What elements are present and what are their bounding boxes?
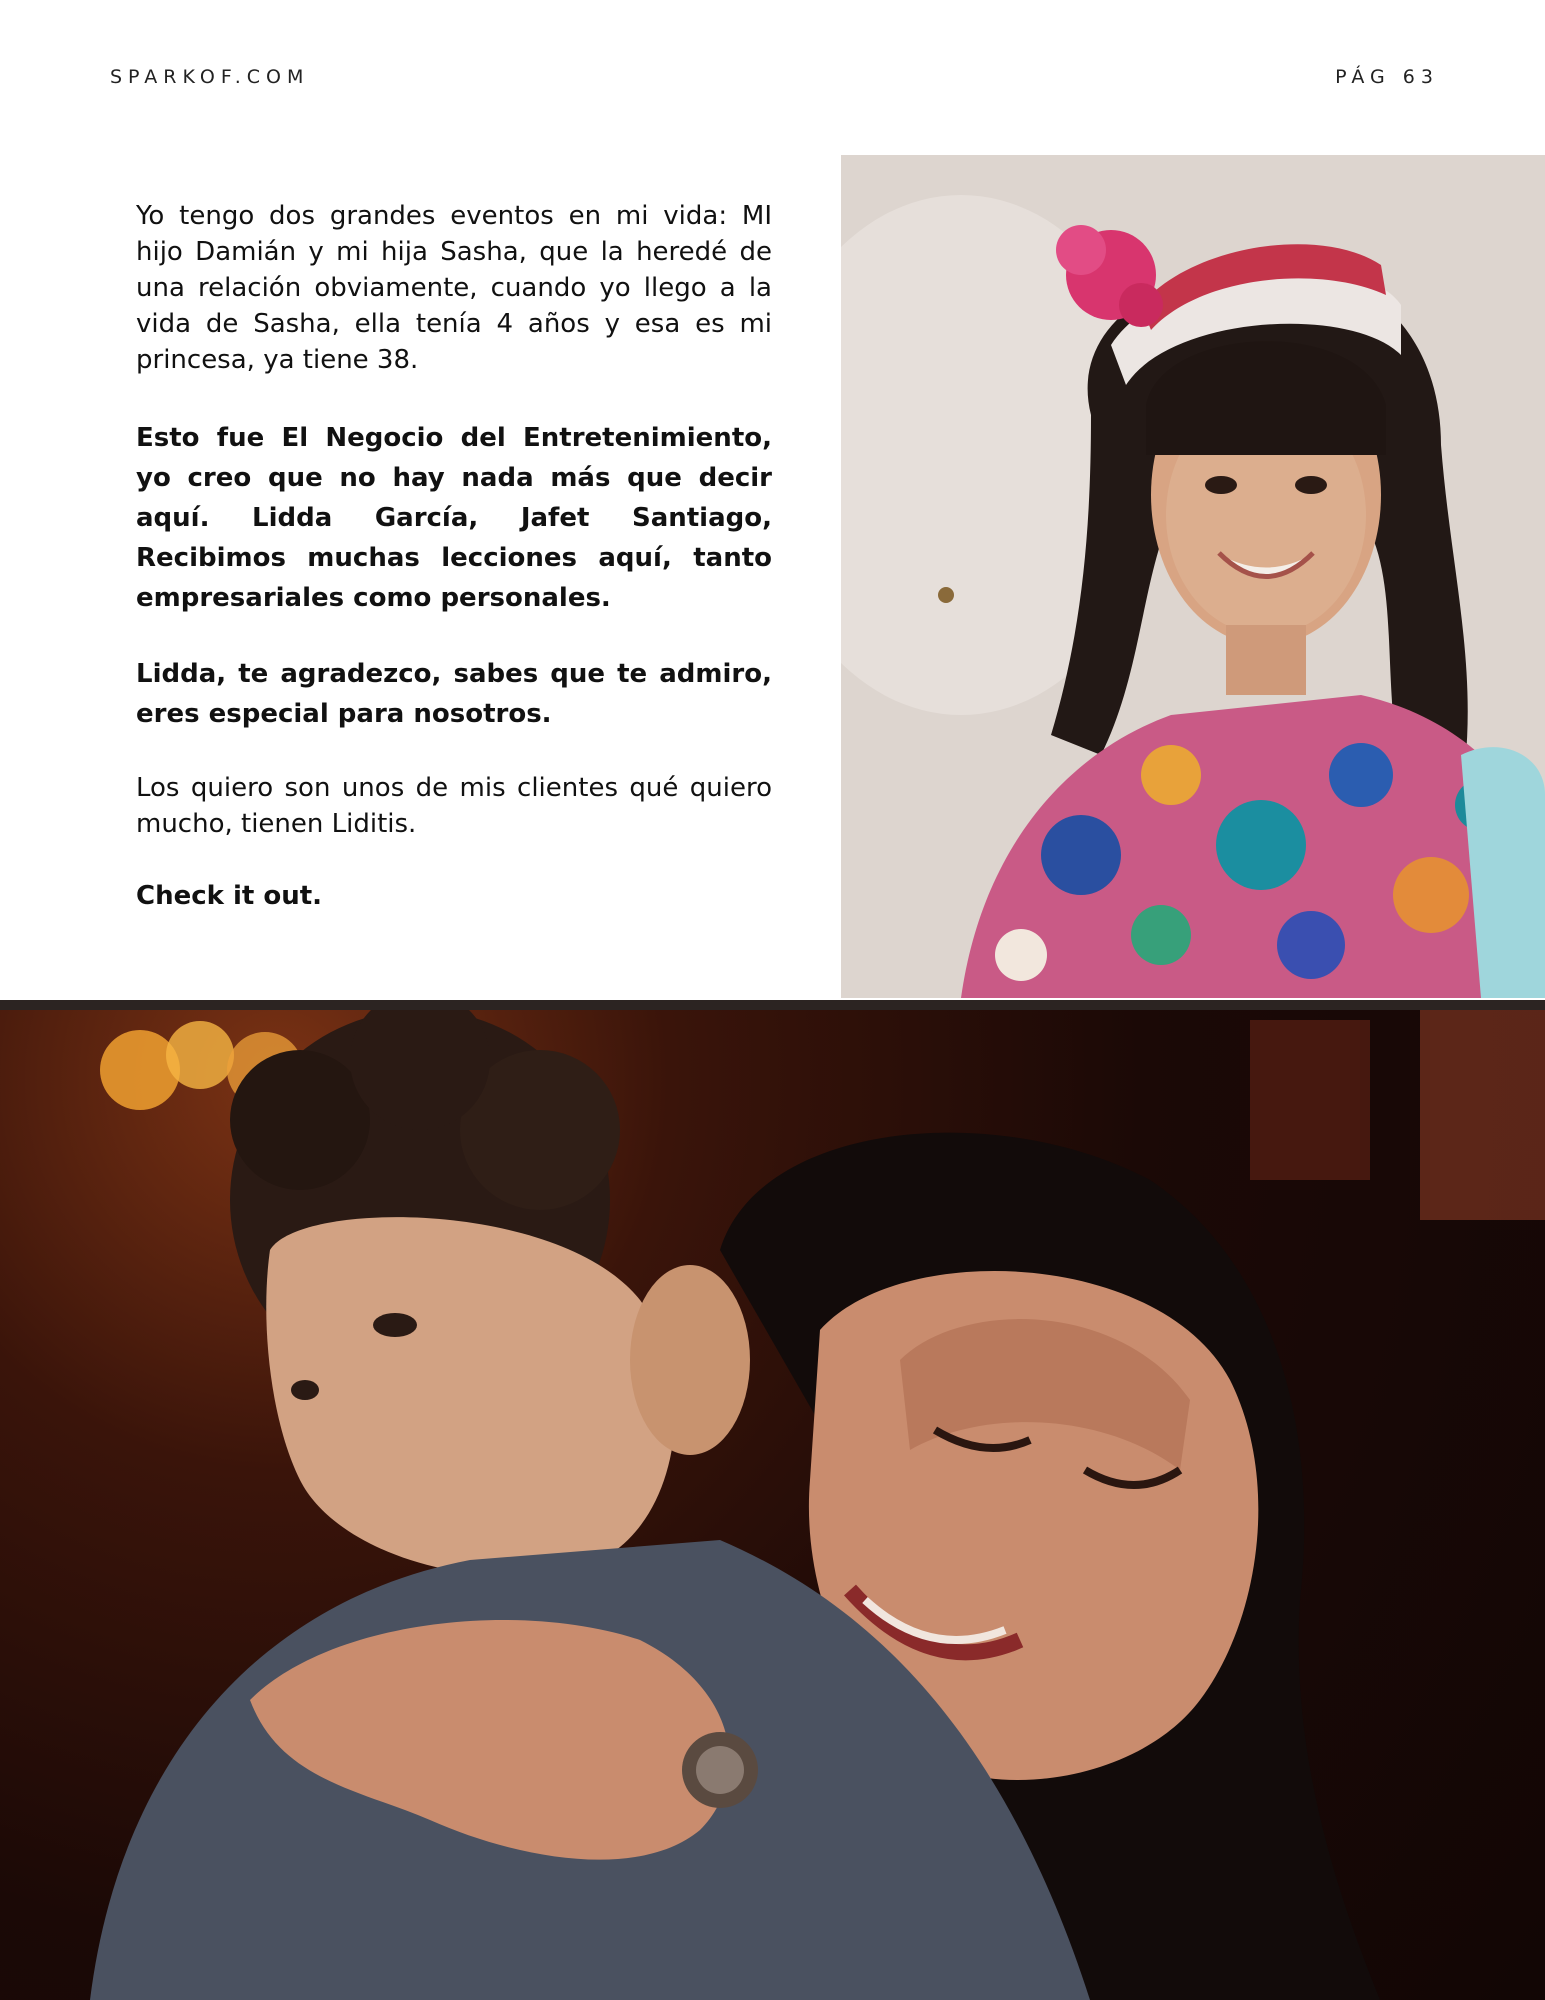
paragraph-thanks: Lidda, te agradezco, sabes que te admiro, eres especial para nosotros. — [136, 659, 772, 729]
paragraph-clients: Los quiero son unos de mis clientes qué quiero mucho, tienen Liditis. — [136, 773, 772, 839]
photo-mother-son-hug — [0, 1000, 1545, 2000]
site-name: SPARKOF.COM — [110, 66, 310, 88]
article-body — [136, 198, 772, 914]
photo-girl-portrait — [841, 155, 1545, 998]
paragraph-intro: Yo tengo dos grandes eventos en mi vida: MI hijo Damián y mi hija Sasha, que la heredé de una relación obviamente, cuando yo llego a la vida de Sasha, ella tenía 4 años y esa es mi princesa, ya tiene 38. — [136, 201, 772, 375]
page-number: PÁG 63 — [1335, 66, 1439, 88]
paragraph-business: Esto fue El Negocio del Entretenimiento, yo creo que no hay nada más que decir aquí. Lidda García, Jafet Santiago, Recibimos muchas lecciones aquí, tanto empresariales como personales. — [136, 423, 772, 613]
call-to-action: Check it out. — [136, 881, 323, 911]
